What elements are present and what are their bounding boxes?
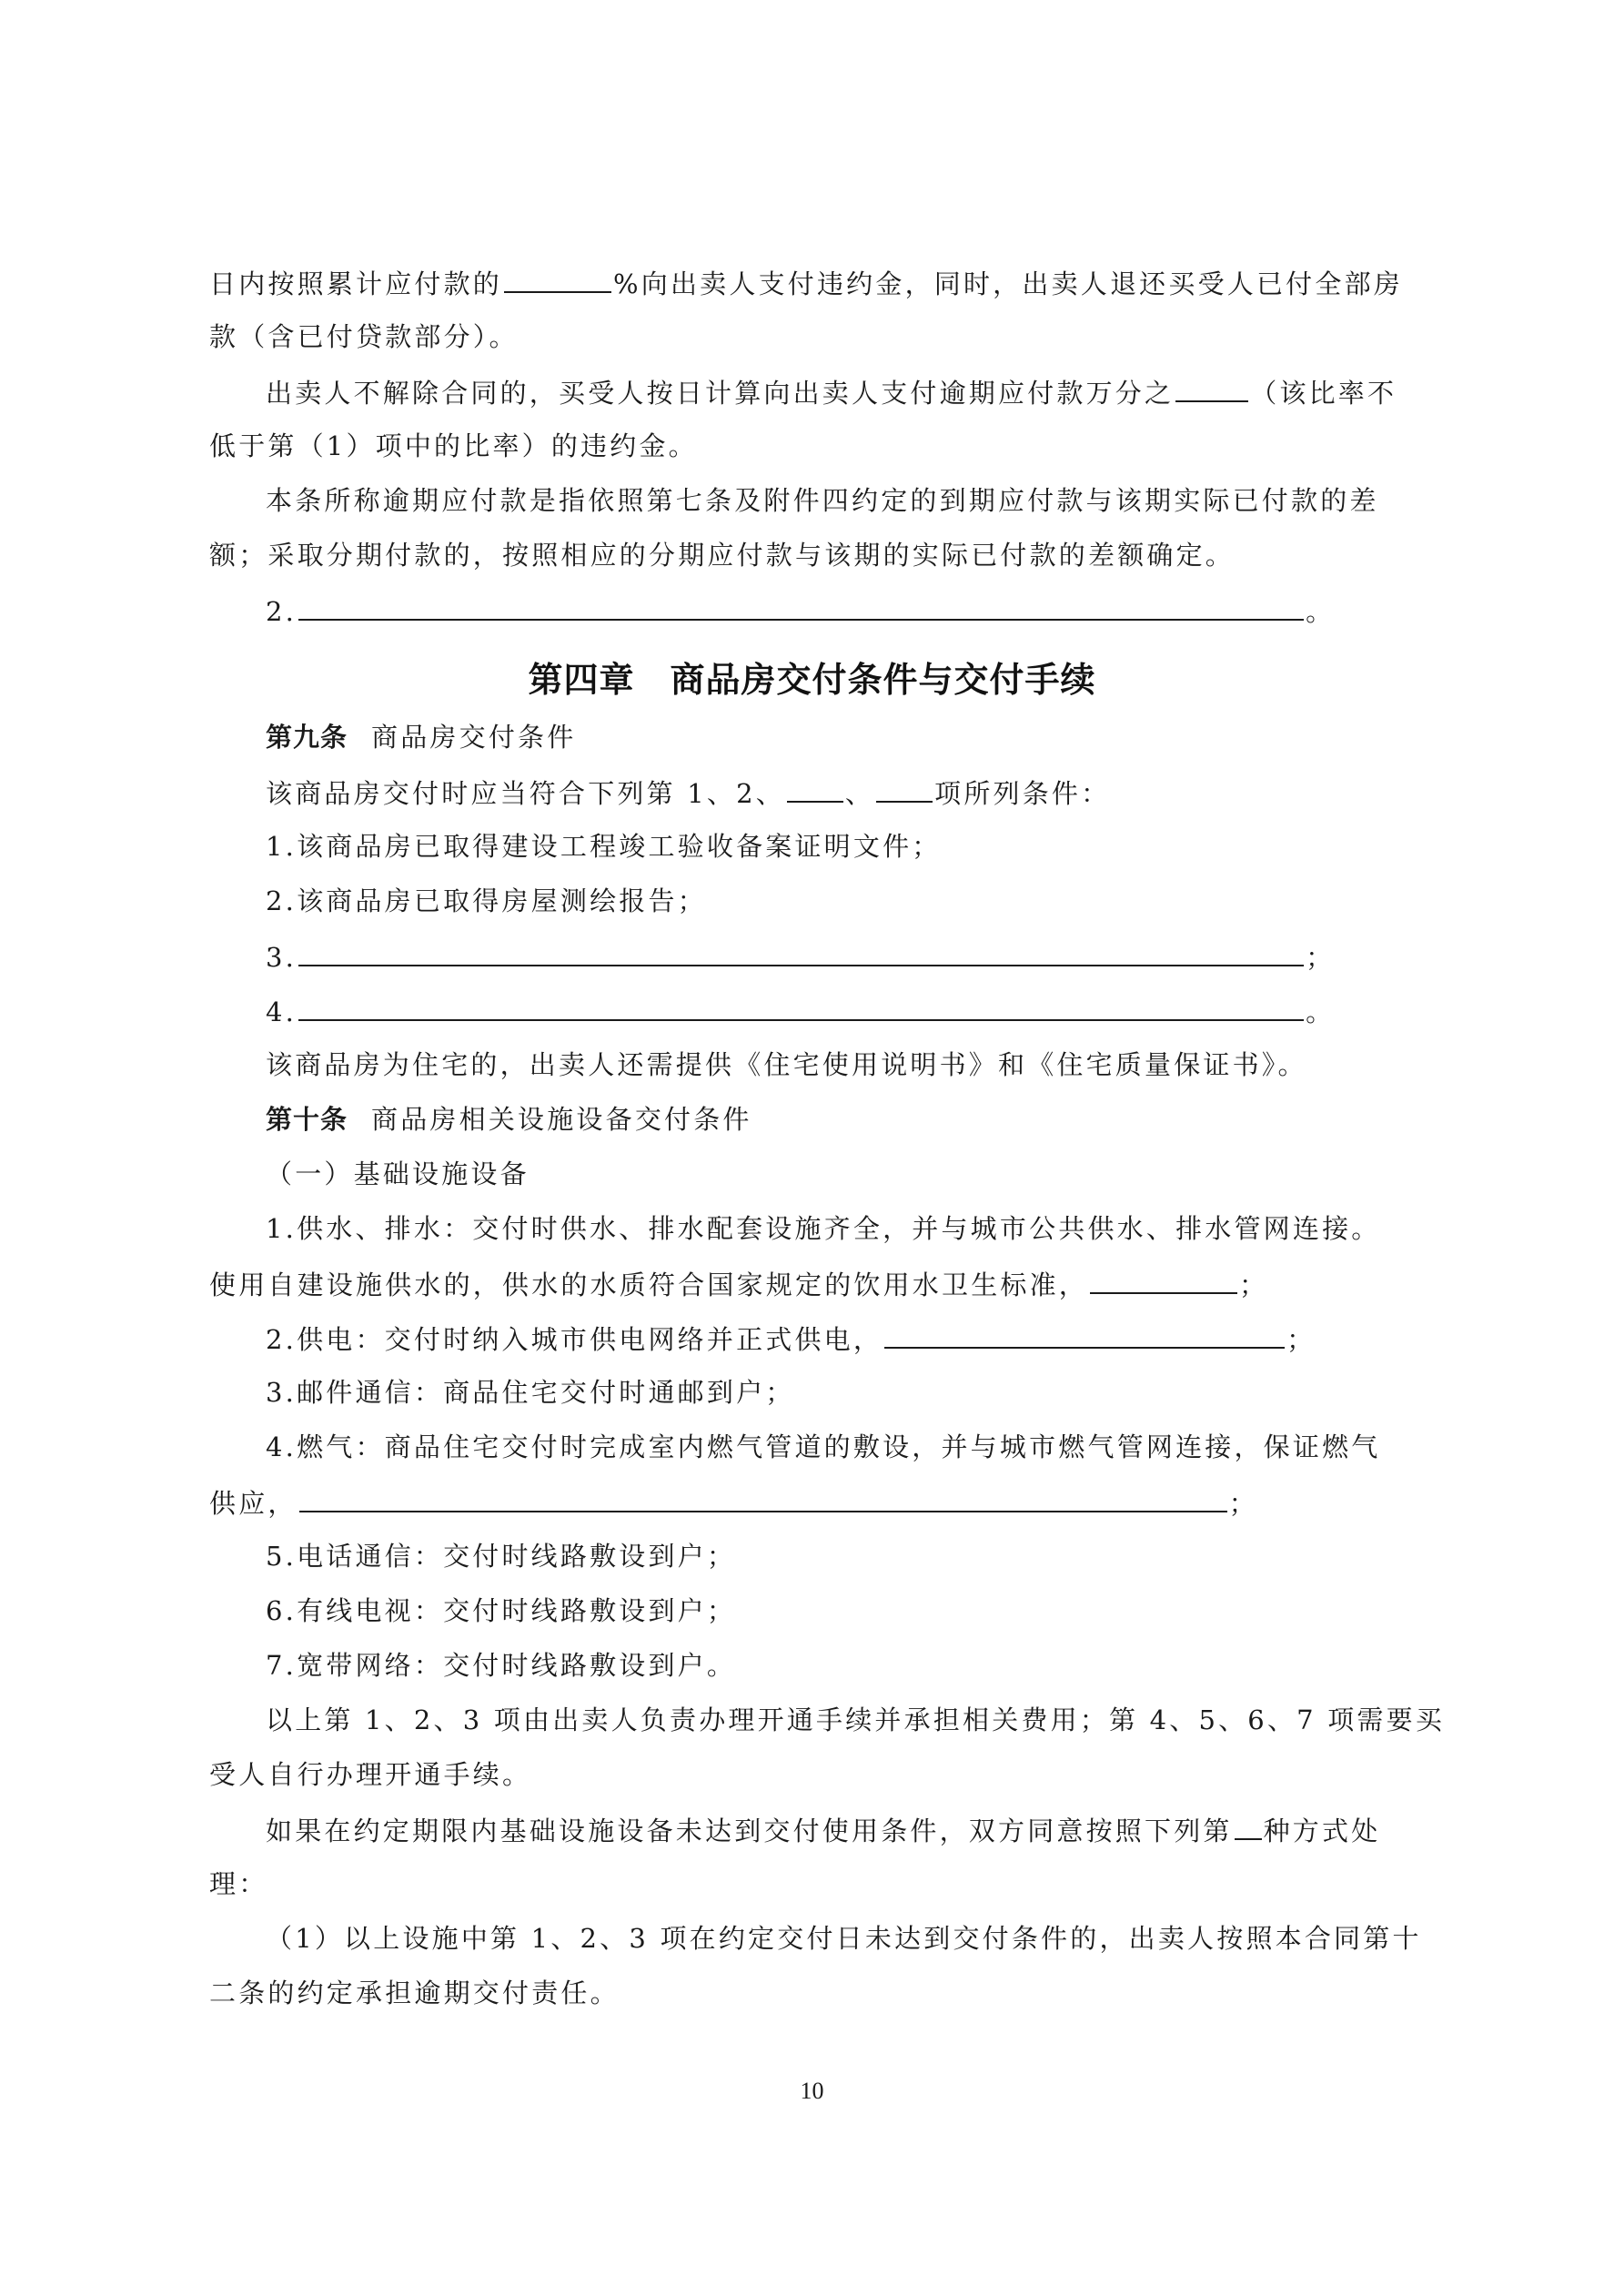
text: （该比率不 xyxy=(1250,378,1397,409)
list-item: 2.该商品房已取得房屋测绘报告； xyxy=(266,885,707,916)
article-heading xyxy=(266,1101,1424,1138)
fill-in-blank-method[interactable] xyxy=(1235,1811,1262,1840)
article-heading xyxy=(266,719,1424,755)
text: 如果在约定期限内基础设施设备未达到交付使用条件，双方同意按照下列第 xyxy=(266,1816,1233,1846)
item-number: 2. xyxy=(266,596,298,627)
list-item: 1.供水、排水：交付时供水、排水配套设施齐全，并与城市公共供水、排水管网连接。 xyxy=(266,1213,1381,1244)
article-title: 商品房交付条件 xyxy=(371,722,577,753)
page-number: 10 xyxy=(800,2078,824,2104)
text: ； xyxy=(1286,1324,1316,1355)
text: ； xyxy=(1306,942,1336,973)
fill-in-blank-rate[interactable] xyxy=(1175,373,1248,402)
text: 供应， xyxy=(209,1488,298,1519)
text: 、 xyxy=(844,778,875,809)
paragraph-line: 二条的约定承担逾期交付责任。 xyxy=(209,1977,620,2008)
paragraph-line: 该商品房为住宅的，出卖人还需提供《住宅使用说明书》和《住宅质量保证书》。 xyxy=(266,1049,1307,1080)
list-item: 3.邮件通信：商品住宅交付时通邮到户； xyxy=(266,1377,795,1408)
list-item xyxy=(266,937,1424,974)
paragraph-line: 受人自行办理开通手续。 xyxy=(209,1759,532,1790)
paragraph-line xyxy=(266,592,1424,628)
list-item: 7.宽带网络：交付时线路敷设到户。 xyxy=(266,1650,737,1681)
chapter-title: 第四章 商品房交付条件与交付手续 xyxy=(528,660,1096,700)
fill-in-blank-item-4[interactable] xyxy=(298,992,1304,1021)
paragraph-line: 理： xyxy=(209,1868,268,1899)
text: 使用自建设施供水的，供水的水质符合国家规定的饮用水卫生标准， xyxy=(209,1269,1089,1300)
text: 。 xyxy=(1306,596,1336,627)
list-item: 1.该商品房已取得建设工程竣工验收备案证明文件； xyxy=(266,831,942,862)
list-item: 5.电话通信：交付时线路敷设到户； xyxy=(266,1541,737,1572)
fill-in-blank-gas[interactable] xyxy=(299,1483,1227,1512)
article-number: 第九条 xyxy=(266,722,348,753)
text: 日内按照累计应付款的 xyxy=(209,268,503,299)
section-heading: （一）基础设施设备 xyxy=(266,1158,530,1189)
paragraph-line: 额；采取分期付款的，按照相应的分期应付款与该期的实际已付款的差额确定。 xyxy=(209,540,1236,571)
fill-in-blank-power[interactable] xyxy=(884,1320,1285,1349)
text: 。 xyxy=(1306,996,1336,1027)
paragraph-line xyxy=(209,264,1424,300)
text: ； xyxy=(1239,1269,1269,1300)
paragraph-line: 低于第（1）项中的比率）的违约金。 xyxy=(209,430,698,461)
paragraph-line xyxy=(266,1811,1424,1847)
paragraph-line: 以上第 1、2、3 项由出卖人负责办理开通手续并承担相关费用；第 4、5、6、7 项需要买 xyxy=(266,1704,1446,1735)
fill-in-blank-percent[interactable] xyxy=(504,264,611,293)
item-number: 3. xyxy=(266,942,298,973)
text: 2.供电：交付时纳入城市供电网络并正式供电， xyxy=(266,1324,883,1355)
paragraph-line: 款（含已付贷款部分）。 xyxy=(209,321,519,352)
text: ； xyxy=(1228,1488,1258,1519)
fill-in-blank-water[interactable] xyxy=(1090,1265,1237,1294)
text: 该商品房交付时应当符合下列第 1、2、 xyxy=(266,778,785,809)
article-title: 商品房相关设施设备交付条件 xyxy=(371,1104,752,1135)
paragraph-line xyxy=(266,774,1424,810)
article-number: 第十条 xyxy=(266,1104,348,1135)
fill-in-blank-condition-b[interactable] xyxy=(876,774,933,803)
list-item xyxy=(266,1320,1424,1356)
list-item xyxy=(266,992,1424,1028)
paragraph-line xyxy=(266,373,1424,410)
list-item: 4.燃气：商品住宅交付时完成室内燃气管道的敷设，并与城市燃气管网连接，保证燃气 xyxy=(266,1431,1381,1462)
list-item: 6.有线电视：交付时线路敷设到户； xyxy=(266,1595,737,1626)
paragraph-line: 本条所称逾期应付款是指依照第七条及附件四约定的到期应付款与该期实际已付款的差 xyxy=(266,485,1379,516)
item-number: 4. xyxy=(266,996,298,1027)
fill-in-blank-item-3[interactable] xyxy=(298,937,1304,966)
fill-in-blank-item-2[interactable] xyxy=(298,592,1304,621)
paragraph-line xyxy=(209,1265,1424,1301)
text: %向出卖人支付违约金，同时，出卖人退还买受人已付全部房 xyxy=(613,268,1403,299)
text: 出卖人不解除合同的，买受人按日计算向出卖人支付逾期应付款万分之 xyxy=(266,378,1175,409)
text: 种方式处 xyxy=(1263,1816,1381,1846)
text: 项所列条件： xyxy=(934,778,1111,809)
fill-in-blank-condition-a[interactable] xyxy=(787,774,843,803)
paragraph-line xyxy=(209,1483,1424,1520)
paragraph-line: （1）以上设施中第 1、2、3 项在约定交付日未达到交付条件的，出卖人按照本合同第十 xyxy=(266,1923,1422,1954)
